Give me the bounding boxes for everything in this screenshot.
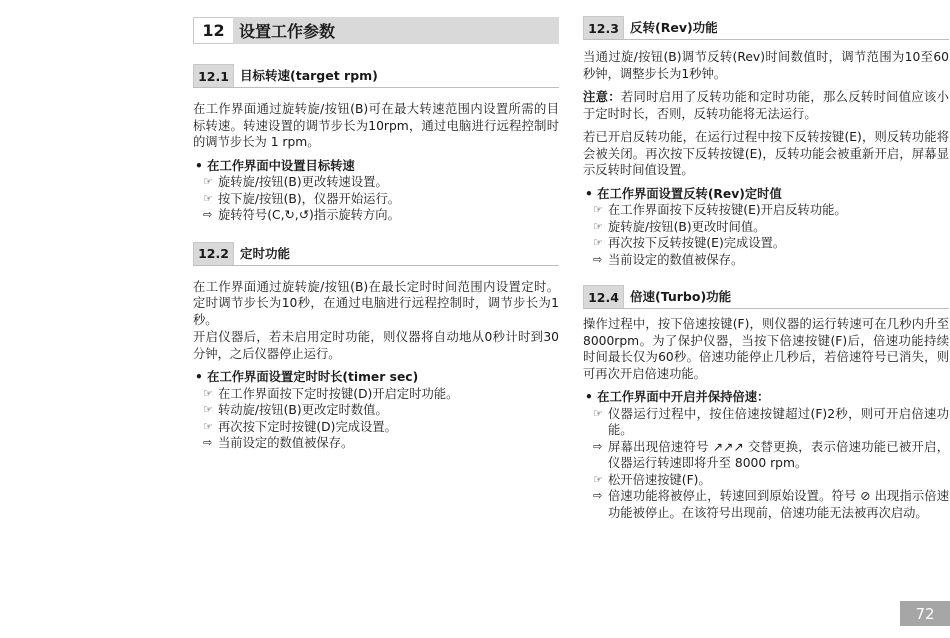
procedure-step: ☞ 旋转旋/按钮(B)更改转速设置。	[203, 175, 388, 189]
procedure-step: ☞ 按下旋/按钮(B)，仪器开始运行。	[203, 191, 401, 206]
hand-pointer-icon: ☞	[593, 472, 603, 486]
procedure-step: ⇨ 倍速功能将被停止，转速回到原始设置。符号 ⊘ 出现指示倍速功能被停止。在该符号出现前，倍速功能无法被再次启动。	[593, 489, 949, 520]
result-arrow-icon: ⇨	[593, 439, 603, 453]
procedure-step: ☞ 在工作界面按下定时按键(D)开启定时功能。	[203, 386, 459, 401]
section-number: 12.4	[583, 285, 624, 308]
procedure-heading: • 在工作界面设置反转(Rev)定时值	[585, 186, 782, 201]
section-body: 当通过旋/按钮(B)调节反转(Rev)时间数值时，调节范围为10至60秒钟，调整步长为1秒钟。	[583, 50, 949, 81]
section-heading-12-4	[583, 286, 949, 309]
section-body: 在工作界面通过旋转旋/按钮(B)在最长定时时间范围内设置定时。定时调节步长为10秒，在通过电脑进行远程控制时，调节步长为1秒。	[193, 279, 559, 327]
section-number: 12.1	[193, 64, 234, 87]
procedure-step: ☞ 再次按下定时按键(D)完成设置。	[203, 419, 397, 434]
note-text: 若同时启用了反转功能和定时功能，那么反转时间值应该小于定时时长，否则，反转功能将无法运行。	[583, 90, 949, 121]
section-title: 倍速(Turbo)功能	[630, 289, 732, 304]
section-number: 12.3	[583, 16, 624, 39]
chapter-heading	[193, 17, 559, 44]
chapter-title: 设置工作参数	[239, 22, 336, 41]
section-body: 若已开启反转功能，在运行过程中按下反转按键(E)，则反转功能将会被关闭。再次按下反转按键(E)，反转功能会被重新开启，屏幕显示反转时间值设置。	[583, 130, 949, 177]
hand-pointer-icon: ☞	[203, 386, 213, 400]
hand-pointer-icon: ☞	[203, 403, 213, 416]
result-arrow-icon: ⇨	[593, 489, 603, 502]
result-arrow-icon: ⇨	[203, 208, 213, 221]
hand-pointer-icon: ☞	[593, 203, 603, 216]
hand-pointer-icon: ☞	[593, 406, 603, 420]
section-heading-12-3	[583, 17, 949, 40]
note-paragraph	[583, 89, 949, 122]
procedure-step: ⇨ 当前设定的数值被保存。	[203, 436, 354, 450]
section-body: 在工作界面通过旋转旋/按钮(B)可在最大转速范围内设置所需的目标转速。转速设置的调节步长为10rpm，通过电脑进行远程控制时的调节步长为 1 rpm。	[193, 102, 559, 149]
section-title: 反转(Rev)功能	[630, 20, 718, 35]
procedure-step: ⇨ 当前设定的数值被保存。	[593, 252, 744, 267]
hand-pointer-icon: ☞	[593, 236, 603, 249]
procedure-step: ☞ 仪器运行过程中，按住倍速按键超过(F)2秒，则可开启倍速功能。	[593, 406, 949, 437]
section-title: 目标转速(target rpm)	[240, 68, 378, 83]
section-number: 12.2	[193, 242, 234, 265]
procedure-heading: • 在工作界面中开启并保持倍速：	[585, 390, 770, 404]
hand-pointer-icon: ☞	[203, 175, 213, 188]
procedure-step: ☞ 转动旋/按钮(B)更改定时数值。	[203, 403, 388, 417]
hand-pointer-icon: ☞	[203, 419, 213, 433]
section-body: 操作过程中，按下倍速按键(F)，则仪器的运行转速可在几秒内升至8000rpm。为了保护仪器，当按下倍速按键(F)后，倍速功能持续时间最长仅为60秒。倍速功能停止几秒后，若倍速符号已消失，则可再次开启倍速功能。	[583, 317, 949, 381]
procedure-step: ☞ 在工作界面按下反转按键(E)开启反转功能。	[593, 203, 847, 217]
procedure-step: ☞ 松开倍速按键(F)。	[593, 472, 711, 487]
section-heading-12-1	[193, 65, 559, 88]
note-label: 注意：	[583, 90, 621, 104]
procedure-step: ☞ 旋转旋/按钮(B)更改时间值。	[593, 219, 766, 234]
section-heading-12-2	[193, 243, 559, 266]
procedure-step: ☞ 再次按下反转按键(E)完成设置。	[593, 236, 786, 250]
procedure-heading: • 在工作界面设置定时时长(timer sec)	[195, 370, 419, 384]
section-title: 定时功能	[240, 245, 291, 261]
left-column	[193, 17, 559, 452]
hand-pointer-icon: ☞	[593, 219, 603, 233]
page-number: 72	[900, 601, 950, 626]
hand-pointer-icon: ☞	[203, 191, 213, 205]
procedure-heading: • 在工作界面中设置目标转速	[195, 158, 355, 173]
section-body: 开启仪器后，若未启用定时功能，则仪器将自动地从0秒计时到30分钟，之后仪器停止运行。	[193, 330, 559, 361]
procedure-step: ⇨ 旋转符号(C,↻,↺)指示旋转方向。	[203, 208, 400, 222]
result-arrow-icon: ⇨	[593, 252, 603, 266]
result-arrow-icon: ⇨	[203, 436, 213, 449]
chapter-number: 12	[193, 17, 233, 44]
right-column	[583, 17, 949, 521]
procedure-step: ⇨ 屏幕出现倍速符号 ↗↗↗ 交替更换，表示倍速功能已被开启，仪器运行转速即将升至 8000 rpm。	[593, 439, 949, 470]
